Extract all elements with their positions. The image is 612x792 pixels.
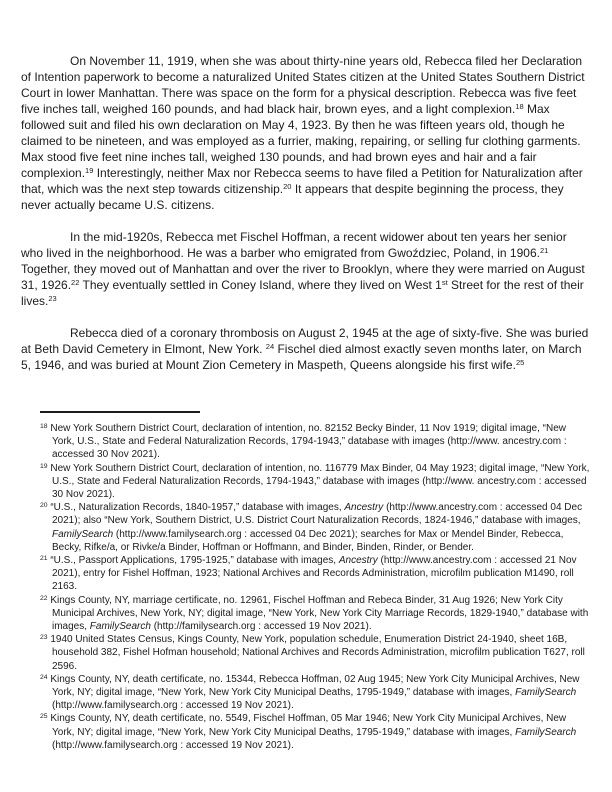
text-run: “U.S., Passport Applications, 1795-1925,” database with images,	[50, 555, 339, 567]
footnote-number: 20	[40, 502, 48, 510]
text-run: Kings County, NY, death certificate, no. 5549, Fischel Hoffman, 05 Mar 1946; New York City Municipal Archives, New York, NY; digital image, “New York, New York City Municipal Deaths, 1795-1949,” database with images,	[50, 713, 567, 738]
text-run: (http://www.familysearch.org : accessed 04 Dec 2021); searches for Max or Mendel Binder, Rebecca, Becky, Rifke/a, or Rivke/a Binder, Hoffman or Hoffmann, and Binder, Binden, Rinder, or Bender.	[52, 528, 564, 553]
text-run: FamilySearch	[515, 687, 577, 699]
text-run: FamilySearch	[515, 726, 577, 738]
text-run: (http://www.familysearch.org : accessed 19 Nov 2021).	[52, 739, 294, 751]
text-run: Interestingly, neither Max nor Rebecca seems to have filed a Petition for Naturalization after that, which was the next step towards citizenship.	[21, 166, 583, 196]
footnote-number: 23	[40, 634, 48, 642]
footnote-item	[40, 712, 591, 752]
text-run: FamilySearch	[52, 528, 114, 540]
text-run: On November 11, 1919, when she was about thirty-nine years old, Rebecca filed her Declaration of Intention paperwork to become a naturalized United States citizen at the United States Southern District Court in lower Manhattan. There was space on the form for a physical description. Rebecca was five feet five inches tall, weighed 160 pounds, and had black hair, brown eyes, and a light complexion.	[21, 54, 585, 116]
text-run: Kings County, NY, marriage certificate, no. 12961, Fischel Hoffman and Rebeca Binder, 31 Aug 1926; New York City Municipal Archives, New York, NY; digital image, “New York, New York City Marriage Records, 1829-1940,” database with images,	[50, 594, 589, 633]
superscript-reference: 19	[85, 166, 94, 175]
superscript-reference: st	[441, 278, 448, 287]
footnote-number: 22	[40, 594, 48, 602]
footnote-item	[40, 554, 591, 594]
text-run: New York Southern District Court, declaration of intention, no. 116779 Max Binder, 04 May 1923; digital image, “New York, U.S., State and Federal Naturalization Records, 1794-1943,” database with images (http://www. ancestry.com : accessed 30 Nov 2021).	[50, 462, 590, 501]
footnote-number: 25	[40, 713, 48, 721]
text-run: Ancestry	[344, 502, 384, 514]
footnote-item	[40, 594, 591, 634]
text-run: Ancestry	[338, 555, 378, 567]
footnotes-section	[40, 422, 591, 752]
superscript-reference: 25	[515, 358, 525, 367]
footnote-number: 19	[40, 462, 48, 470]
text-run: Max followed suit and filed his own declaration on May 4, 1923. By then he was fifteen years old, though he claimed to be nineteen, and was employed as a furrier, making, repairing, or selling fur clothing garments. Max stood five feet nine inches tall, weighed 130 pounds, and had brown eyes and hair and a fair complexion.	[21, 102, 581, 180]
superscript-reference: 24	[265, 342, 275, 351]
text-run: (http://familysearch.org : accessed 19 Nov 2021).	[150, 621, 372, 633]
footnote-item	[40, 633, 591, 673]
footnote-number: 18	[40, 423, 48, 430]
body-text	[21, 53, 591, 373]
superscript-reference: 22	[71, 278, 80, 287]
text-run: “U.S., Naturalization Records, 1840-1957,” database with images,	[50, 502, 345, 514]
text-run: They eventually settled in Coney Island, where they lived on West 1	[79, 278, 442, 292]
text-run: FamilySearch	[89, 621, 151, 633]
footnote-item	[40, 462, 591, 502]
text-run: Rebecca died of a coronary thrombosis on August 2, 1945 at the age of sixty-five. She was buried at Beth David Cemetery in Elmont, New York.	[21, 326, 589, 356]
text-run: Together, they moved out of Manhattan and over the river to Brooklyn, where they were married on August 31, 1926.	[21, 262, 585, 292]
text-run: New York Southern District Court, declaration of intention, no. 82152 Becky Binder, 11 Nov 1919; digital image, “New York, U.S., State and Federal Naturalization Records, 1794-1943,” database with images (http://www. ancestry.com : accessed 30 Nov 2021).	[50, 423, 567, 461]
text-run: Street for the rest of their lives.	[21, 278, 584, 308]
paragraph	[21, 229, 591, 309]
paragraph	[21, 325, 591, 373]
text-run: It appears that despite beginning the process, they never actually became U.S. citizens.	[21, 182, 564, 212]
footnote-item	[40, 673, 591, 713]
footnote-item	[40, 501, 591, 554]
footnote-item	[40, 422, 591, 462]
text-run: In the mid-1920s, Rebecca met Fischel Hoffman, a recent widower about ten years her senior who lived in the neighborhood. He was a barber who emigrated from Gwoździec, Poland, in 1906.	[21, 230, 567, 260]
footnote-separator	[40, 411, 200, 413]
text-run: 1940 United States Census, Kings County, New York, population schedule, Enumeration District 24-1940, sheet 16B, household 382, Fishel Hofman household; National Archives and Records Administration, microfilm publication T627, roll 2596.	[50, 634, 585, 672]
text-run: Kings County, NY, death certificate, no. 15344, Rebecca Hoffman, 02 Aug 1945; New York City Municipal Archives, New York, NY; digital image, “New York, New York City Municipal Deaths, 1795-1949,” database with images,	[50, 673, 580, 699]
superscript-reference: 23	[48, 294, 57, 303]
text-run: Fischel died almost exactly seven months later, on March 5, 1946, and was buried at Mount Zion Cemetery in Maspeth, Queens alongside his first wife.	[21, 342, 582, 372]
superscript-reference: 20	[283, 182, 292, 191]
footnote-number: 21	[40, 555, 48, 563]
superscript-reference: 18	[515, 102, 524, 111]
paragraph	[21, 53, 591, 213]
superscript-reference: 21	[539, 246, 549, 255]
text-run: (http://www.familysearch.org : accessed 19 Nov 2021).	[52, 700, 294, 712]
text-run: (http://www.ancestry.com : accessed 21 Nov 2021), entry for Fishel Hoffman, 1923; National Archives and Records Administration, microfilm publication M1490, roll 2163.	[52, 555, 577, 593]
footnote-number: 24	[40, 673, 48, 681]
text-run: (http://www.ancestry.com : accessed 04 Dec 2021); also “New York, Southern District, U.S. District Court Naturalization Records, 1824-1946,” database with images,	[52, 502, 583, 527]
